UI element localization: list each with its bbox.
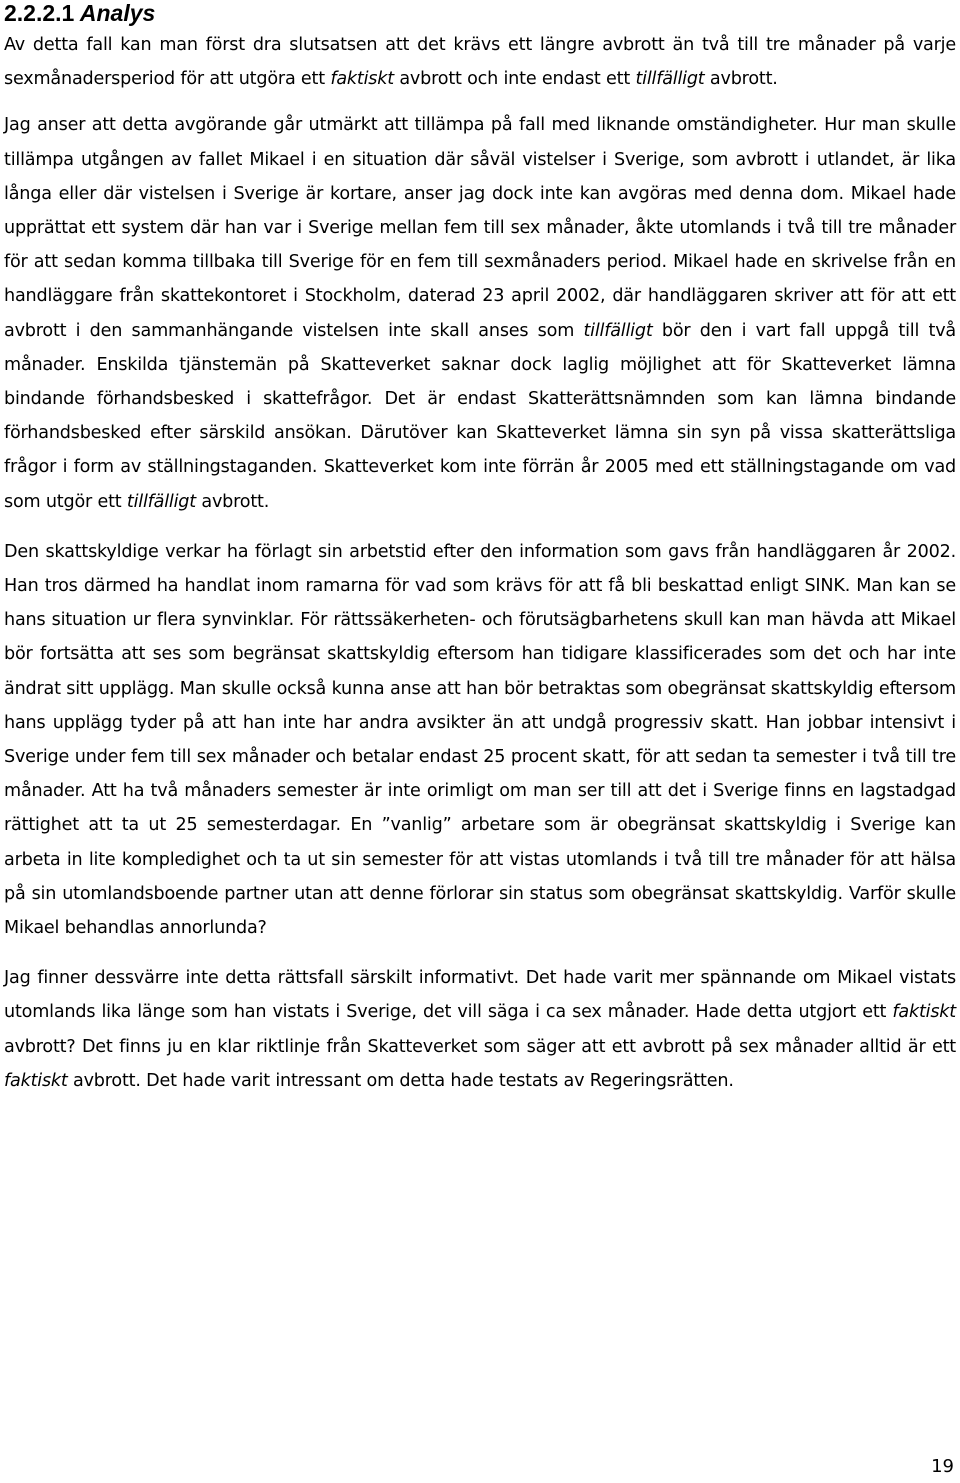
- text-run: avbrott. Det hade varit intressant om detta hade testats av Regeringsrätten.: [67, 1070, 734, 1091]
- paragraph-4: [4, 961, 956, 1098]
- text-run: avbrott.: [195, 491, 270, 512]
- text-run: Av detta fall kan man först dra slutsatsen att det krävs ett längre avbrott än två till tre månader på varje sexmånadersperiod för att utgöra ett: [4, 35, 956, 90]
- section-number: 2.2.2.1: [4, 0, 75, 26]
- text-run: Den skattskyldige verkar ha förlagt sin arbetstid efter den information som gavs från handläggaren år 2002. Han tros därmed ha handlat inom ramarna för vad som krävs för att få bli beskattad enligt SINK. Man kan se hans situation ur flera synvinklar. För rättssäkerheten- och förutsägbarhetens skull kan man hävda att Mikael bör fortsätta att ses som begränsat skattskyldig eftersom han tidigare klassificerades som det och har inte ändrat sitt upplägg. Man skulle också kunna anse att han bör betraktas som obegränsat skattskyldig eftersom hans upplägg tyder på att han inte har andra avsikter än att undgå progressiv skatt. Han jobbar intensivt i Sverige under fem till sex månader och betalar endast 25 procent skatt, för att sedan ta semester i två till tre månader. Att ha två månaders semester är inte orimligt om man ser till att det i Sverige finns en lagstadgad rättighet att ta ut 25 semesterdagar. En ”vanlig” arbetare som är obegränsat skattskyldig i Sverige kan arbeta in lite kompledighet och ta ut sin semester för att vistas utomlands i två till tre månader för att hälsa på sin utomlandsboende partner utan att denne förlorar sin status som obegränsat skattskyldig. Varför skulle Mikael behandlas annorlunda?: [4, 541, 956, 939]
- text-run: Jag anser att detta avgörande går utmärkt att tillämpa på fall med liknande omständigheter. Hur man skulle tillämpa utgången av fallet Mikael i en situation där såväl vistelser i Sverige, som avbrott i utlandet, är lika långa eller där vistelsen i Sverige är kortare, anser jag dock inte kan avgöras med denna dom. Mikael hade upprättat ett system där han var i Sverige mellan fem till sex månader, åkte utomlands i två till tre månader för att sedan komma tillbaka till Sverige för en fem till sexmånaders period. Mikael hade en skrivelse från en handläggare från skattekontoret i Stockholm, daterad 23 april 2002, där handläggaren skriver att för att ett avbrott i den sammanhängande vistelsen inte skall anses som: [4, 115, 956, 341]
- emphasis: faktiskt: [892, 1002, 956, 1023]
- paragraph-1: [4, 28, 956, 96]
- emphasis: faktiskt: [4, 1070, 68, 1091]
- emphasis: faktiskt: [330, 69, 394, 90]
- text-run: avbrott.: [704, 69, 778, 90]
- paragraph-3: [4, 535, 956, 945]
- emphasis: tillfälligt: [126, 491, 196, 512]
- document-page: [4, 0, 956, 1098]
- text-run: avbrott och inte endast ett: [393, 69, 636, 90]
- section-heading: [4, 0, 956, 26]
- text-run: Jag finner dessvärre inte detta rättsfall särskilt informativt. Det hade varit mer spännande om Mikael vistats utomlands lika länge som han vistats i Sverige, det vill säga i ca sex månader. Hade detta utgjort ett: [4, 968, 956, 1023]
- emphasis: tillfälligt: [583, 320, 653, 341]
- page-number: 19: [931, 1456, 954, 1477]
- text-run: bör den i vart fall uppgå till två månader. Enskilda tjänstemän på Skatteverket saknar dock laglig möjlighet att för Skatteverket lämna bindande förhandsbesked i skattefrågor. Det är endast Skatterättsnämnden som kan lämna bindande förhandsbesked efter särskild ansökan. Därutöver kan Skatteverket lämna sin syn på vissa skatterättsliga frågor i form av ställningstaganden. Skatteverket kom inte förrän år 2005 med ett ställningstagande om vad som utgör ett: [4, 320, 956, 512]
- text-run: avbrott? Det finns ju en klar riktlinje från Skatteverket som säger att ett avbrott på sex månader alltid är ett: [4, 1036, 956, 1057]
- emphasis: tillfälligt: [635, 69, 705, 90]
- section-title: Analys: [79, 0, 156, 26]
- paragraph-2: [4, 108, 956, 518]
